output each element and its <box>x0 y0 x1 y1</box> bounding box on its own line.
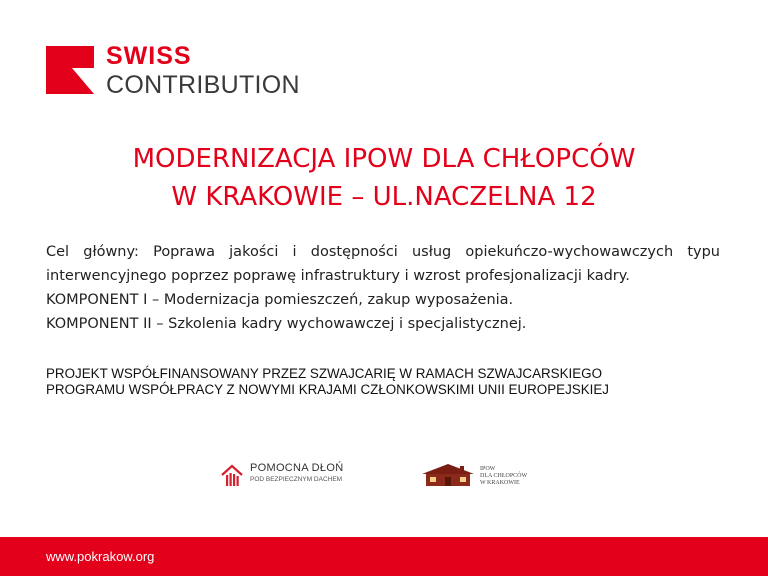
cofinancing-note <box>46 366 609 398</box>
component-1: KOMPONENT I – Modernizacja pomieszczeń, zakup wyposażenia. <box>46 292 514 308</box>
goal-line-1: Cel główny: Poprawa jakości i dostępności usług opiekuńczo-wychowawczych typu <box>46 244 720 260</box>
ipow-logo <box>420 462 540 490</box>
logo-contribution-text: CONTRIBUTION <box>106 71 300 99</box>
ipow-line-3: W KRAKOWIE <box>480 480 520 486</box>
house-icon <box>420 462 476 488</box>
goal-line-2: interwencyjnego poprzez poprawę infrastruktury i wzrost profesjonalizacji kadry. <box>46 268 630 284</box>
project-description <box>46 240 720 336</box>
pomocna-dlon-logo <box>220 463 370 489</box>
footer-bar <box>0 537 768 576</box>
page-title <box>0 140 768 216</box>
ipow-line-2: DLA CHŁOPCÓW <box>480 473 528 479</box>
website-link[interactable]: www.pokrakow.org <box>46 549 155 564</box>
hand-house-icon <box>220 463 244 489</box>
component-2: KOMPONENT II – Szkolenia kadry wychowawczej i specjalistycznej. <box>46 316 527 332</box>
logo-swiss-text: SWISS <box>106 42 192 70</box>
title-line-2: W KRAKOWIE – UL.NACZELNA 12 <box>171 182 597 212</box>
cofinancing-line-2: PROGRAMU WSPÓŁPRACY Z NOWYMI KRAJAMI CZŁONKOWSKIMI UNII EUROPEJSKIEJ <box>46 382 609 397</box>
pomocna-dlon-subtitle: POD BEZPIECZNYM DACHEM <box>250 476 343 483</box>
pomocna-dlon-name: POMOCNA DŁOŃ <box>250 462 344 474</box>
title-line-1: MODERNIZACJA IPOW DLA CHŁOPCÓW <box>132 144 636 174</box>
cofinancing-line-1: PROJEKT WSPÓŁFINANSOWANY PRZEZ SZWAJCARIĘ W RAMACH SZWAJCARSKIEGO <box>46 366 603 381</box>
swiss-logo-icon <box>46 46 94 94</box>
ipow-line-1: IPOW <box>480 466 496 472</box>
